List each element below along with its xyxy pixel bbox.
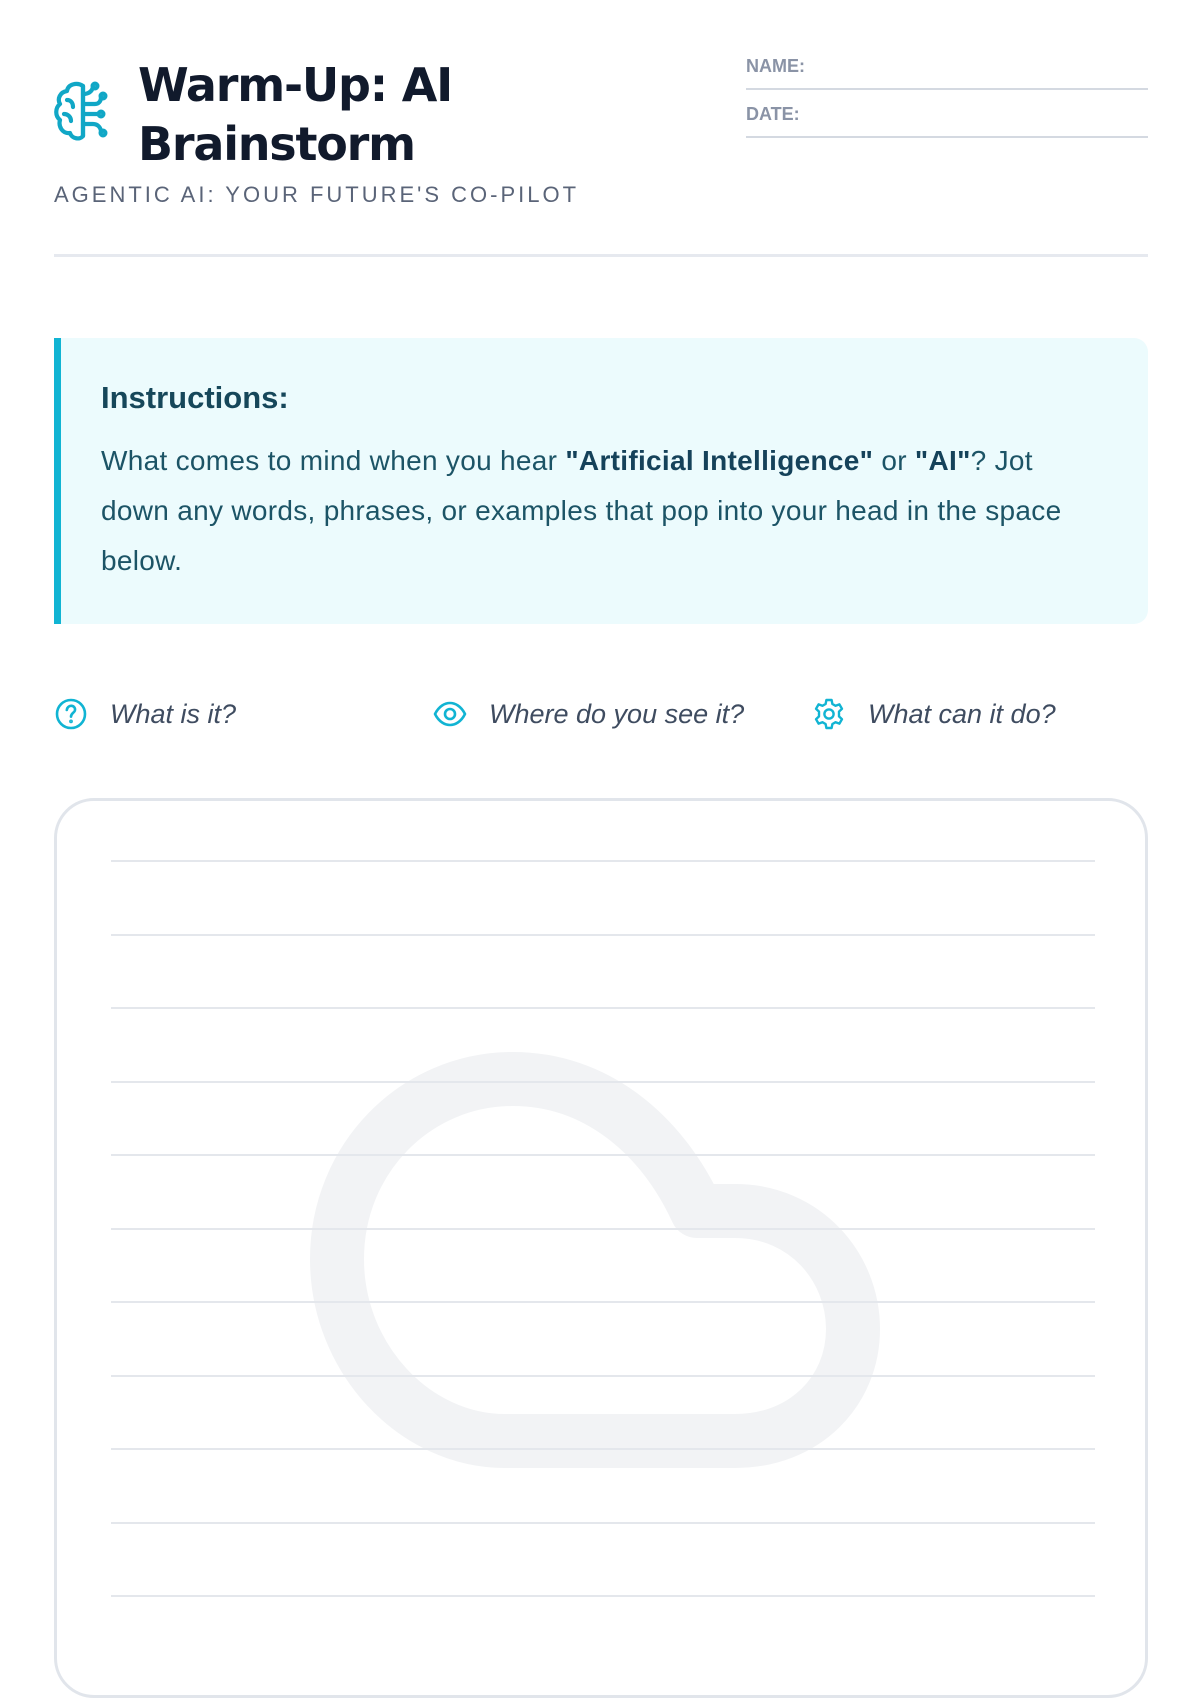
writing-line [111,1007,1095,1009]
instructions-text [101,436,1108,586]
prompt-what-can-it-do [812,694,1056,734]
instructions-text-part: What comes to mind when you hear [101,445,566,476]
worksheet-page [54,0,1148,1600]
cloud-icon [305,1051,895,1481]
writing-line [111,1448,1095,1450]
title-line-2: Brainstorm [138,117,415,171]
gear-icon [812,697,846,731]
instructions-box [54,338,1148,624]
student-info [746,52,1148,148]
brain-icon [54,80,112,142]
prompt-label: What is it? [110,698,237,729]
writing-line [111,860,1095,862]
writing-line [111,1154,1095,1156]
header [54,52,1148,258]
question-circle-icon [54,697,88,731]
writing-line [111,1375,1095,1377]
prompt-row [54,694,1148,734]
prompt-label: Where do you see it? [489,698,745,729]
date-field[interactable] [746,100,1148,138]
page-subtitle: AGENTIC AI: YOUR FUTURE'S CO-PILOT [54,182,580,207]
name-label: NAME: [746,56,805,76]
instructions-term-ai: "AI" [914,445,971,476]
instructions-term-ai-full: "Artificial Intelligence" [565,445,874,476]
date-label: DATE: [746,104,800,124]
writing-area[interactable] [54,798,1148,1698]
title-line-1: Warm-Up: AI [138,58,453,112]
instructions-text-part: or [873,445,915,476]
writing-line [111,1081,1095,1083]
writing-line [111,1522,1095,1524]
writing-line [111,1301,1095,1303]
writing-line [111,1228,1095,1230]
eye-icon [433,697,467,731]
name-field[interactable] [746,52,1148,90]
page-title [138,56,698,174]
writing-line [111,934,1095,936]
prompt-label: What can it do? [868,698,1056,729]
prompt-where-do-you-see-it [433,694,744,734]
prompt-what-is-it [54,694,236,734]
header-divider [54,254,1148,257]
instructions-heading: Instructions: [101,380,289,415]
writing-line [111,1595,1095,1597]
instructions-text-part: ? Jot down any words, phrases, or examples that pop into your head in the space below. [101,445,1062,576]
